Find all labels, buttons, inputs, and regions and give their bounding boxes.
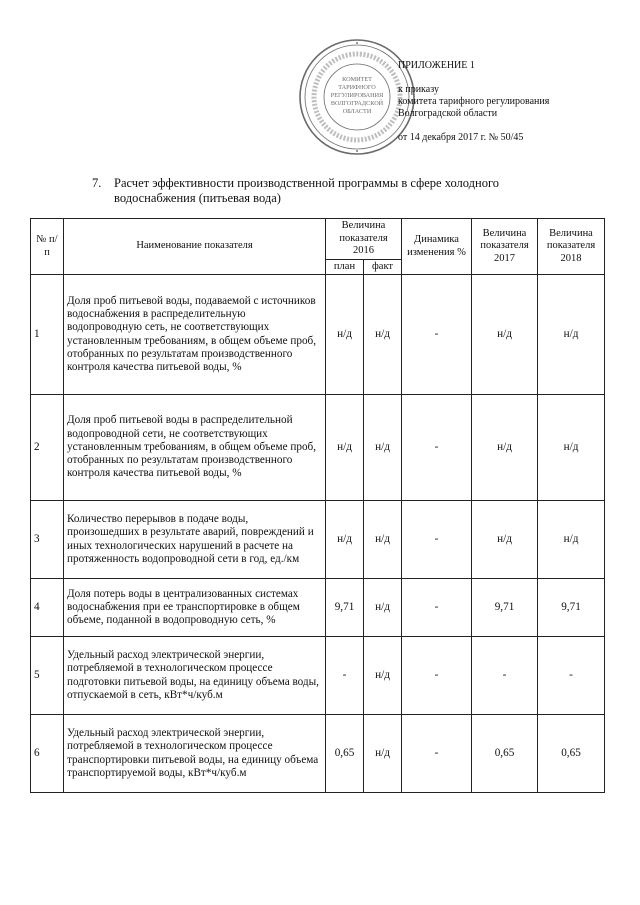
row-2018: 0,65 (538, 715, 605, 793)
row-2017: 9,71 (472, 579, 538, 637)
row-name: Доля потерь воды в централизованных системах водоснабжения при ее транспортировке в общем объеме, поданной в водопроводную сеть, % (64, 579, 326, 637)
row-dynamics: - (402, 715, 472, 793)
row-dynamics: - (402, 637, 472, 715)
row-plan: 9,71 (326, 579, 364, 637)
row-plan: н/д (326, 501, 364, 579)
committee-name: комитета тарифного регулирования (398, 96, 550, 107)
row-fact: н/д (364, 579, 402, 637)
row-2017: 0,65 (472, 715, 538, 793)
row-2017: н/д (472, 395, 538, 501)
header-fact: факт (364, 259, 402, 275)
table-row (31, 275, 605, 395)
row-fact: н/д (364, 715, 402, 793)
row-dynamics: - (402, 275, 472, 395)
row-num: 5 (31, 637, 64, 715)
row-2018: 9,71 (538, 579, 605, 637)
row-fact: н/д (364, 501, 402, 579)
row-2018: н/д (538, 275, 605, 395)
row-2017: н/д (472, 501, 538, 579)
row-dynamics: - (402, 579, 472, 637)
region-name: Волгоградской области (398, 108, 498, 119)
row-num: 2 (31, 395, 64, 501)
row-2018: - (538, 637, 605, 715)
row-plan: - (326, 637, 364, 715)
header-num: № п/п (31, 219, 64, 275)
row-2017: н/д (472, 275, 538, 395)
row-name: Удельный расход электрической энергии, потребляемой в технологическом процессе подготовки питьевой воды, на единицу объема воды, отпускаемой в сеть, кВт*ч/куб.м (64, 637, 326, 715)
row-num: 4 (31, 579, 64, 637)
table-row (31, 715, 605, 793)
header-dynamics: Динамика изменения % (402, 219, 472, 275)
seal-line-5: ОБЛАСТИ (342, 108, 372, 115)
row-fact: н/д (364, 395, 402, 501)
row-2018: н/д (538, 501, 605, 579)
row-name: Доля проб питьевой воды, подаваемой с источников водоснабжения в распределительную водопроводную сеть, не соответствующих установленным требованиям, в общем объеме проб, отобранных по результатам производственного контроля качества питьевой воды, % (64, 275, 326, 395)
row-dynamics: - (402, 501, 472, 579)
seal-line-2: ТАРИФНОГО (338, 84, 376, 91)
section-title-line-2: водоснабжения (питьевая вода) (114, 191, 281, 205)
seal-line-3: РЕГУЛИРОВАНИЯ (330, 92, 384, 99)
seal-line-1: КОМИТЕТ (342, 76, 372, 83)
table-row (31, 501, 605, 579)
row-plan: 0,65 (326, 715, 364, 793)
seal-line-4: ВОЛГОГРАДСКОЙ (330, 100, 384, 107)
table-row (31, 395, 605, 501)
row-fact: н/д (364, 275, 402, 395)
section-number: 7. (92, 176, 102, 190)
row-dynamics: - (402, 395, 472, 501)
row-2017: - (472, 637, 538, 715)
row-name: Доля проб питьевой воды в распределительной водопроводной сети, не соответствующих установленным требованиям, в общем объеме проб, отобранных по результатам производственного контроля качества питьевой воды, % (64, 395, 326, 501)
row-num: 1 (31, 275, 64, 395)
appendix-header (398, 60, 549, 144)
row-plan: н/д (326, 395, 364, 501)
table-row (31, 579, 605, 637)
appendix-title: ПРИЛОЖЕНИЕ 1 (398, 60, 475, 71)
efficiency-table (30, 218, 605, 793)
header-plan: план (326, 259, 364, 275)
table-row (31, 637, 605, 715)
section-title (92, 176, 588, 206)
row-fact: н/д (364, 637, 402, 715)
row-num: 3 (31, 501, 64, 579)
row-num: 6 (31, 715, 64, 793)
order-date-number: от 14 декабря 2017 г. № 50/45 (398, 132, 524, 143)
row-name: Удельный расход электрической энергии, потребляемой в технологическом процессе транспортировки питьевой воды, на единицу объема транспортируемой воды, кВт*ч/куб.м (64, 715, 326, 793)
section-title-line-1: Расчет эффективности производственной программы в сфере холодного (114, 176, 500, 190)
header-value-2018: Величина показателя 2018 (538, 219, 605, 275)
row-plan: н/д (326, 275, 364, 395)
header-value-2016: Величина показателя 2016 (326, 219, 402, 260)
header-name: Наименование показателя (64, 219, 326, 275)
row-2018: н/д (538, 395, 605, 501)
to-order: к приказу (398, 84, 439, 95)
header-value-2017: Величина показателя 2017 (472, 219, 538, 275)
row-name: Количество перерывов в подаче воды, произошедших в результате аварий, повреждений и иных технологических нарушений в расчете на протяженность водопроводной сети в год, ед./км (64, 501, 326, 579)
